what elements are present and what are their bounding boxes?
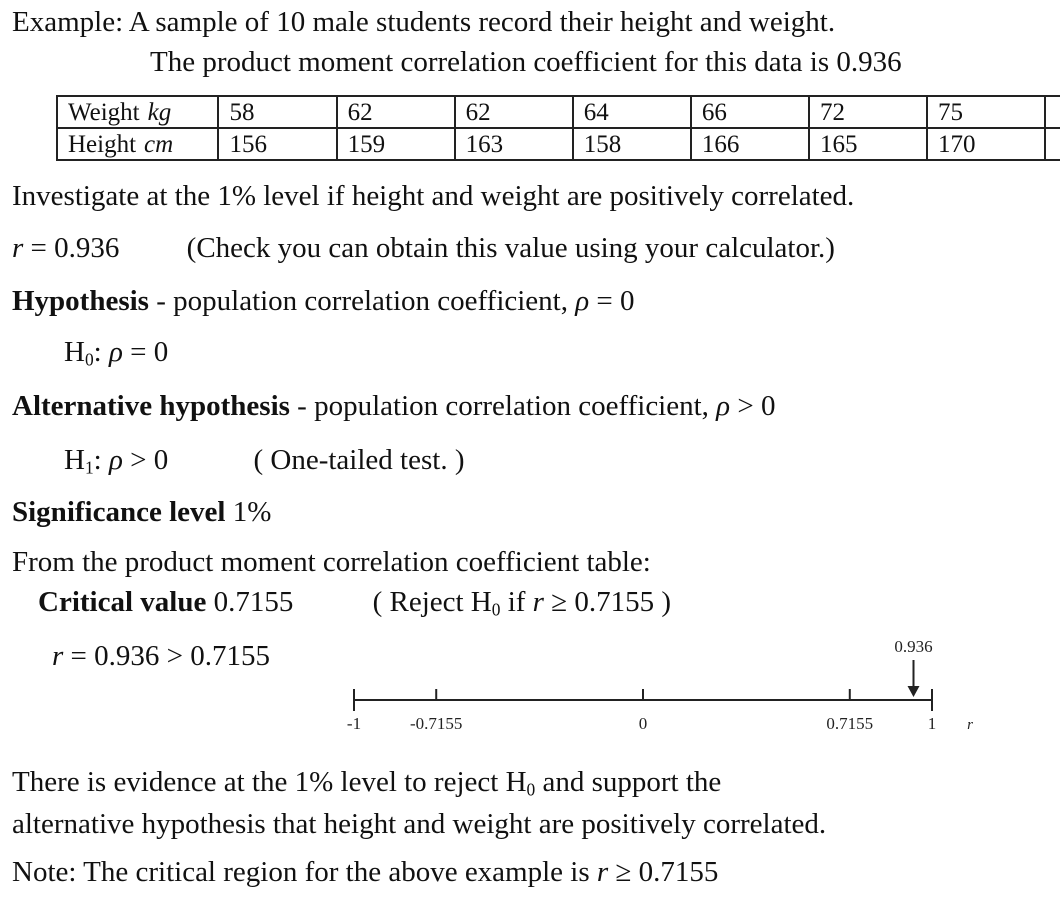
table-cell: 64 (573, 96, 691, 128)
rho-symbol: ρ (716, 390, 731, 422)
alternative-text: - population correlation coefficient, (289, 390, 717, 422)
marker-arrowhead (908, 686, 920, 697)
critical-region-note: Note: The critical region for the above example is r ≥ 0.7155 (12, 856, 719, 888)
table-cell: 165 (809, 128, 927, 160)
table-cell: 72 (809, 96, 927, 128)
r-value: = 0.936 (23, 232, 120, 264)
hypothesis-label: Hypothesis (12, 285, 149, 317)
h0-label: H (64, 336, 85, 368)
h1-colon: : (93, 444, 109, 476)
rho-symbol: ρ (108, 336, 123, 368)
number-line-tick-label: -1 (346, 714, 362, 733)
table-cell: 66 (691, 96, 809, 128)
rho-symbol: ρ (575, 285, 590, 317)
hypothesis-relation: = 0 (589, 285, 635, 317)
critical-label: Critical value (38, 586, 207, 618)
alternative-label: Alternative hypothesis (12, 390, 290, 422)
conclusion-line-1: There is evidence at the 1% level to reject $H_0$ and support the (12, 766, 722, 800)
row-header: Weight kg (57, 96, 218, 128)
table-cell: 166 (691, 128, 809, 160)
hypothesis-line (12, 287, 635, 316)
number-line-tick-label: 1 (927, 714, 937, 733)
from-table-text: From the product moment correlation coefficient table: (12, 546, 651, 578)
table-row (57, 128, 1060, 160)
table-cell: 156 (218, 128, 336, 160)
example-label: Example: (12, 6, 124, 38)
table-cell: 62 (455, 96, 573, 128)
hypothesis-text: - population correlation coefficient, (148, 285, 576, 317)
null-hypothesis (64, 338, 168, 369)
comparison-line (52, 642, 270, 671)
alternative-hypothesis-line (12, 392, 775, 421)
table-cell: 62 (337, 96, 455, 128)
table-cell: 170 (927, 128, 1045, 160)
rho-symbol: ρ (108, 444, 123, 476)
row-header: Height cm (57, 128, 218, 160)
table-row (57, 96, 1060, 128)
table-cell-truncated (1045, 128, 1060, 160)
number-line (330, 630, 990, 740)
example-text: A sample of 10 male students record their height and weight. (128, 6, 836, 38)
r-symbol: r (12, 232, 24, 264)
significance-value: 1% (225, 496, 272, 528)
conclusion-line-2: alternative hypothesis that height and weight are positively correlated. (12, 808, 827, 840)
reject-rule: ( Reject $H_0$ if r ≥ 0.7155 ) (372, 586, 672, 620)
table-cell: 159 (337, 128, 455, 160)
number-line-tick-label: -0.7155 (410, 714, 463, 733)
one-tailed-note: ( One-tailed test. ) (253, 444, 465, 476)
critical-value-line (38, 588, 671, 619)
h0-relation: = 0 (122, 336, 169, 368)
significance-line (12, 498, 271, 527)
r-value-line (12, 234, 835, 263)
table-cell: 58 (218, 96, 336, 128)
h0-subscript: 0 (84, 349, 94, 370)
h1-relation: > 0 (122, 444, 169, 476)
example-heading (12, 8, 835, 37)
table-cell: 75 (927, 96, 1045, 128)
h1-subscript: 1 (84, 457, 94, 478)
investigate-text: Investigate at the 1% level if height and weight are positively correlated. (12, 180, 855, 212)
r-symbol: r (52, 640, 64, 672)
number-line-axis-label: r (967, 717, 973, 733)
critical-value: 0.7155 (206, 586, 294, 618)
table-cell-truncated (1045, 96, 1060, 128)
h1-label: H (64, 444, 85, 476)
table-cell: 158 (573, 128, 691, 160)
alternative-hypothesis (64, 446, 464, 477)
data-table (56, 95, 1060, 161)
calculator-note: (Check you can obtain this value using your calculator.) (186, 232, 835, 264)
significance-label: Significance level (12, 496, 226, 528)
alternative-relation: > 0 (730, 390, 776, 422)
pmcc-statement: The product moment correlation coefficient for this data is 0.936 (150, 46, 902, 78)
table-cell: 163 (455, 128, 573, 160)
h0-colon: : (93, 336, 109, 368)
number-line-tick-label: 0.7155 (826, 714, 874, 733)
number-line-tick-label: 0 (638, 714, 648, 733)
marker-label: 0.936 (894, 637, 933, 656)
comparison-text: = 0.936 > 0.7155 (63, 640, 271, 672)
